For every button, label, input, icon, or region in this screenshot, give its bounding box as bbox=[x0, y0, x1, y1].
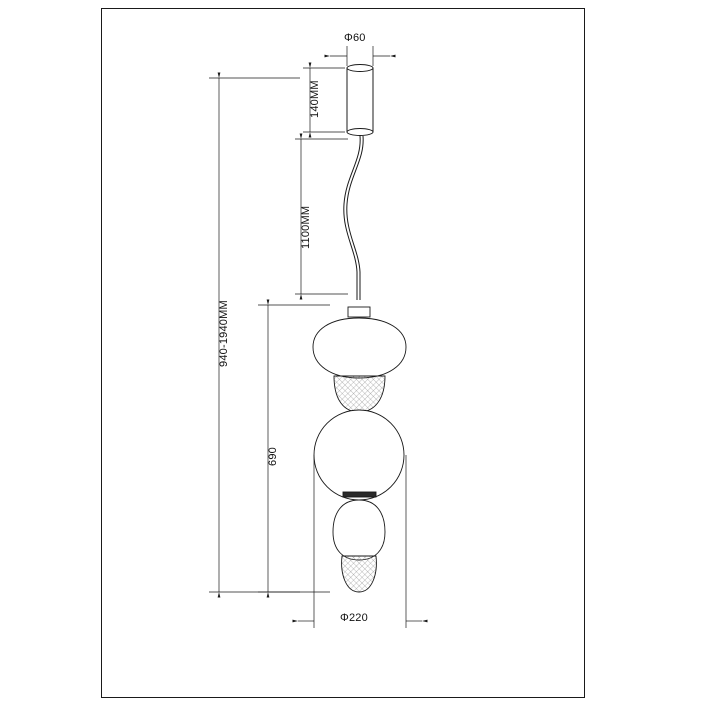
dim-label-canopy-diameter: Φ60 bbox=[344, 32, 366, 44]
dim-label-shade-diameter: Φ220 bbox=[340, 612, 368, 624]
dim-label-total-height: 940-1940MM bbox=[218, 300, 230, 367]
suspension-cable bbox=[344, 136, 363, 300]
ribbed-dome-lower bbox=[342, 556, 377, 592]
dim-label-canopy-height: 140MM bbox=[309, 80, 321, 118]
lamp-geometry bbox=[313, 65, 406, 593]
top-connector bbox=[348, 307, 370, 317]
glass-sphere-large bbox=[314, 410, 404, 500]
dim-canopy-diameter bbox=[330, 46, 390, 66]
glass-oval-upper bbox=[313, 318, 406, 378]
ribbed-dome-upper bbox=[334, 376, 385, 412]
mid-connector bbox=[343, 492, 376, 497]
dim-label-body-height: 690 bbox=[267, 447, 279, 466]
canopy bbox=[347, 65, 373, 136]
dim-label-cable-length: 1100MM bbox=[300, 205, 312, 249]
glass-oval-lower bbox=[333, 500, 385, 560]
